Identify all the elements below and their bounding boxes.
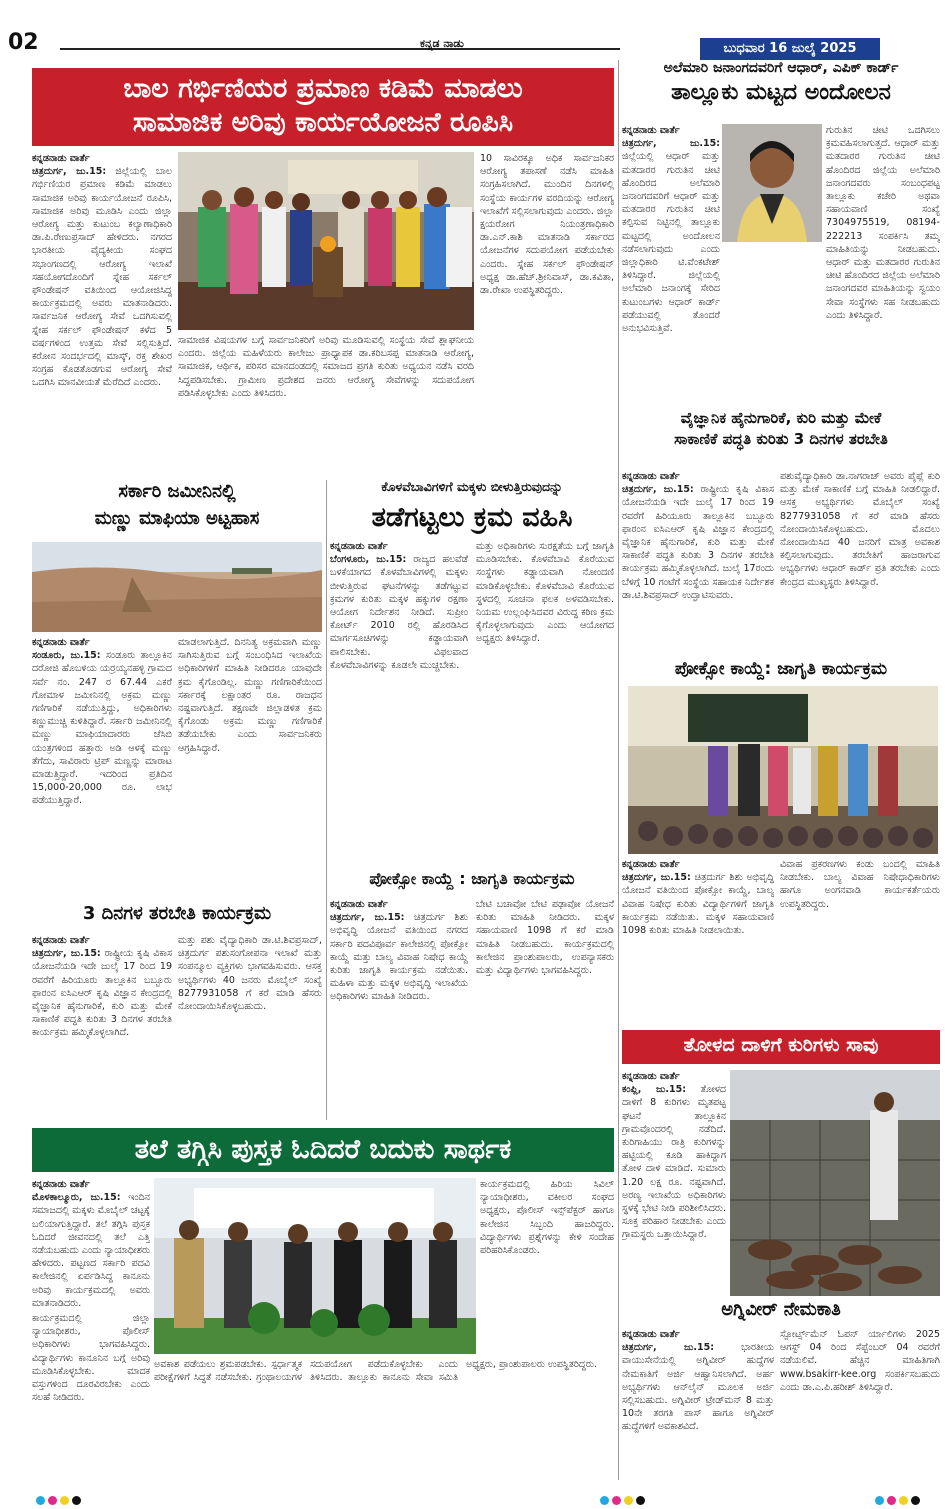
- story9-place: ಮೊಳಕಾಲ್ಮೂರು, ಜು.15:: [32, 1192, 121, 1204]
- story8-place: ಚಿತ್ರದುರ್ಗ, ಜು.15:: [622, 872, 691, 884]
- page-number: 02: [8, 30, 39, 55]
- story3-title-line1: ವೈಜ್ಞಾನಿಕ ಹೈನುಗಾರಿಕೆ, ಕುರಿ ಮತ್ತು ಮೇಕೆ: [680, 409, 882, 427]
- story8-col1: [622, 858, 774, 1028]
- story7-col1-text: ಚಿತ್ರದುರ್ಗ ಶಿಶು ಅಭಿವೃದ್ಧಿ ಯೋಜನೆ ವತಿಯಿಂದ ನಗರದ ಸರ್ಕಾರಿ ಪದವಿಪೂರ್ವ ಕಾಲೇಜಿನಲ್ಲಿ ಪೋಕ್ಸೋ ಕಾಯ್ದೆ ಮತ್ತು ಬಾಲ್ಯ ವಿವಾಹ ನಿಷೇಧ ಕಾಯ್ದೆ ಕುರಿತು ಜಾಗೃತಿ ಕಾರ್ಯಕ್ರಮ ನಡೆಯಿತು. ಮಹಿಳಾ ಮತ್ತು ಮಕ್ಕಳ ಅಭಿವೃದ್ಧಿ ಇಲಾಖೆಯ ಅಧಿಕಾರಿಗಳು ಮಾಹಿತಿ ನೀಡಿದರು.: [330, 912, 468, 1003]
- story2-col1: [622, 124, 720, 408]
- story9-col1: [32, 1178, 150, 1308]
- story1-col1: [32, 152, 172, 472]
- story2-portrait: [722, 124, 822, 242]
- story6-col2: [178, 934, 322, 1120]
- story9-col2: [32, 1312, 150, 1472]
- story5-headline: ತಡೆಗಟ್ಟಲು ಕ್ರಮ ವಹಿಸಿ: [371, 502, 573, 533]
- story2-col2: [826, 124, 940, 408]
- story8-col1-text: ಚಿತ್ರದುರ್ಗ ಶಿಶು ಅಭಿವೃದ್ಧಿ ಯೋಜನೆ ವತಿಯಿಂದ ಪೋಕ್ಸೋ ಕಾಯ್ದೆ, ಬಾಲ್ಯ ವಿವಾಹ ನಿಷೇಧ ಕುರಿತು ವಿದ್ಯಾರ್ಥಿಗಳಿಗೆ ಜಾಗೃತಿ ಕಾರ್ಯಕ್ರಮ ನಡೆಯಿತು. ಮಕ್ಕಳ ಸಹಾಯವಾಣಿ 1098 ಕುರಿತು ಮಾಹಿತಿ ನೀಡಲಾಯಿತು.: [622, 872, 774, 937]
- story5-dateline: ಕನ್ನಡನಾಡು ವಾರ್ತೆ: [330, 541, 388, 552]
- story1-headline: [32, 68, 614, 146]
- story2-col1-text: ಜಿಲ್ಲೆಯಲ್ಲಿ ಆಧಾರ್ ಮತ್ತು ಮತದಾರರ ಗುರುತಿನ ಚೀಟಿ ಹೊಂದಿರದ ಅಲೆಮಾರಿ ಜನಾಂಗದವರಿಗೆ ಆಧಾರ್ ಮತ್ತು ಮತದಾರರ ಗುರುತಿನ ಚೀಟಿ ಕಲ್ಪಿಸುವ ನಿಟ್ಟಿನಲ್ಲಿ ತಾಲ್ಲೂಕು ಮಟ್ಟದಲ್ಲಿ ಅಂದೋಲನ ನಡೆಸಲಾಗುವುದು ಎಂದು ಜಿಲ್ಲಾಧಿಕಾರಿ ಟಿ.ವೆಂಕಟೇಶ್ ತಿಳಿಸಿದ್ದಾರೆ. ಜಿಲ್ಲೆಯಲ್ಲಿ ಅಲೆಮಾರಿ ಜನಾಂಗಕ್ಕೆ ಸೇರಿದ ಕುಟುಂಬಗಳು ಆಧಾರ್ ಕಾರ್ಡ್ ಪಡೆಯುವಲ್ಲಿ ತೊಂದರೆ ಅನುಭವಿಸುತ್ತಿವೆ.: [622, 151, 720, 335]
- story4-place: ಸಂಡೂರು, ಜು.15:: [32, 650, 101, 662]
- story1-col2-text: ಸಾಮಾಜಿಕ ವಿಷಯಗಳ ಬಗ್ಗೆ ಸಾರ್ವಜನಿಕರಿಗೆ ಅರಿವು ಮೂಡಿಸುವಲ್ಲಿ ಸಂಸ್ಥೆಯ ಸೇವೆ ಶ್ಲಾಘನೀಯ ಎಂದರು. ಜಿಲ್ಲೆಯ ಮಹಿಳೆಯರು ಕಾಲೇಜು ಪ್ರಾಧ್ಯಾಪಕ ಡಾ.ಕರಿಬಸಪ್ಪ ಮಾತನಾಡಿ ಆರೋಗ್ಯ, ಸಾಮಾಜಿಕ, ಆರ್ಥಿಕ, ಪರಿಸರ ಮಾನದಂಡದಲ್ಲಿ ಸಮಾಜದ ಪ್ರಗತಿ ಕುರಿತು ಅಧ್ಯಯನ ನಡೆಸಿ ವರದಿ ಸಿದ್ಧಪಡಿಸಬೇಕು. ಗ್ರಾಮೀಣ ಪ್ರದೇಶದ ಜನರು ಆರೋಗ್ಯ ಸೇವೆಗಳನ್ನು ಸದುಪಯೋಗ ಪಡಿಸಿಕೊಳ್ಳಬೇಕು ಎಂದು ತಿಳಿಸಿದರು.: [178, 335, 474, 399]
- story8-col2: [780, 858, 940, 1028]
- story4-title-line2: ಮಣ್ಣು ಮಾಫಿಯಾ ಅಟ್ಟಹಾಸ: [94, 507, 260, 529]
- story11-col2: [780, 1328, 940, 1478]
- column-divider: [618, 60, 619, 1480]
- registration-marks-left: [36, 1490, 84, 1509]
- story2-col2-text: ಗುರುತಿನ ಚೀಟಿ ಒದಗಿಸಲು ಕ್ರಮವಹಿಸಲಾಗುತ್ತದೆ. ಆಧಾರ್ ಮತ್ತು ಮತದಾರರ ಗುರುತಿನ ಚೀಟಿ ಹೊಂದಿರದ ಜಿಲ್ಲೆಯ ಅಲೆಮಾರಿ ಜನಾಂಗದವರು ಸಂಬಂಧಪಟ್ಟ ತಾಲ್ಲೂಕು ಕಚೇರಿ ಅಥವಾ ಸಹಾಯವಾಣಿ ಸಂಖ್ಯೆ 7304975519, 08194-222213 ಸಂಪರ್ಕಿಸಿ ತಮ್ಮ ಮಾಹಿತಿಯನ್ನು ನೀಡಬಹುದು. ಆಧಾರ್ ಮತ್ತು ಮತದಾರರ ಗುರುತಿನ ಚೀಟಿ ಹೊಂದಿರದ ಜಿಲ್ಲೆಯ ಅಲೆಮಾರಿ ಜನಾಂಗದವರ ಮಾಹಿತಿಯನ್ನು ಸ್ವಯಂ ಸೇವಾ ಸಂಸ್ಥೆಗಳು ಸಹ ನೀಡಬಹುದು ಎಂದು ತಿಳಿಸಿದ್ದಾರೆ.: [826, 125, 940, 321]
- story9-headline: ತಲೆ ತಗ್ಗಿಸಿ ಪುಸ್ತಕ ಓದಿದರೆ ಬದುಕು ಸಾರ್ಥಕ: [32, 1128, 614, 1172]
- story4-col2: [178, 636, 322, 892]
- story3-col1-text: ರಾಷ್ಟ್ರೀಯ ಕೃಷಿ ವಿಕಾಸ ಯೋಜನೆಯಡಿ ಇದೇ ಜುಲೈ 17 ರಿಂದ 19 ರವರೆಗೆ ಹಿರಿಯೂರು ತಾಲ್ಲೂಕಿನ ಬಬ್ಬೂರು ಫಾರಂನ ಐಸಿಎಆರ್ ಕೃಷಿ ವಿಜ್ಞಾನ ಕೇಂದ್ರದಲ್ಲಿ ವೈಜ್ಞಾನಿಕ ಹೈನುಗಾರಿಕೆ, ಕುರಿ ಮತ್ತು ಮೇಕೆ ಸಾಕಾಣಿಕೆ ಪದ್ಧತಿ ಕುರಿತು 3 ದಿನಗಳ ತರಬೇತಿ ಕಾರ್ಯಕ್ರಮ ಹಮ್ಮಿಕೊಳ್ಳಲಾಗಿದೆ. ಜುಲೈ 17ರಂದು ಬೆಳಿಗ್ಗೆ 10 ಗಂಟೆಗೆ ಸಂಸ್ಥೆಯ ಸಹಾಯಕ ನಿರ್ದೇಶಕ ಡಾ.ಟಿ.ಶಿವಪ್ರಸಾದ್ ಉದ್ಘಾಟಿಸುವರು.: [622, 484, 774, 601]
- story9-col2-text: ಕಾರ್ಯಕ್ರಮದಲ್ಲಿ ಜಿಲ್ಲಾ ನ್ಯಾಯಾಧೀಶರು, ಪೊಲೀಸ್ ಅಧಿಕಾರಿಗಳು ಭಾಗವಹಿಸಿದ್ದರು. ವಿದ್ಯಾರ್ಥಿಗಳು ಕಾನೂನಿನ ಬಗ್ಗೆ ಅರಿವು ಮೂಡಿಸಿಕೊಳ್ಳಬೇಕು. ಮಾದಕ ವಸ್ತುಗಳಿಂದ ದೂರವಿರಬೇಕು ಎಂದು ಸಲಹೆ ನೀಡಿದರು.: [32, 1313, 150, 1404]
- story2-title-line2: ತಾಲ್ಲೂಕು ಮಟ್ಟದ ಅಂದೋಲನ: [671, 80, 891, 106]
- story1-dateline: ಕನ್ನಡನಾಡು ವಾರ್ತೆ: [32, 153, 90, 164]
- story8-dateline: ಕನ್ನಡನಾಡು ವಾರ್ತೆ: [622, 859, 680, 870]
- story7-col1: [330, 898, 468, 1120]
- story8-photo: [628, 686, 938, 854]
- story4-col1-text: ಸಂಡೂರು ತಾಲ್ಲೂಕಿನ ದರೋಜಿ ಹೊಬಳಿಯ ಯರ್ರಯ್ಯನಹಳ್ಳಿ ಗ್ರಾಮದ ಸರ್ವೆ ನಂ. 247 ರ 67.44 ಎಕರೆ ಗೋಮಾಳ ಜಮೀನಿನಲ್ಲಿ ಅಕ್ರಮ ಮಣ್ಣು ಗಣಿಗಾರಿಕೆ ನಡೆಯುತ್ತಿದ್ದು, ಅಧಿಕಾರಿಗಳು ಕಣ್ಣುಮುಚ್ಚಿ ಕುಳಿತಿದ್ದಾರೆ. ಸರ್ಕಾರಿ ಜಮೀನಿನಲ್ಲಿ ಮಣ್ಣು ಮಾಫಿಯಾದಾರರು ಜೆಸಿಬಿ ಯಂತ್ರಗಳಿಂದ ಹತ್ತಾರು ಅಡಿ ಆಳಕ್ಕೆ ಮಣ್ಣು ತೆಗೆದು, ಸಾವಿರಾರು ಟ್ರಿಪ್ ಮಣ್ಣನ್ನು ಮಾರಾಟ ಮಾಡುತ್ತಿದ್ದಾರೆ. ಇದರಿಂದ ಪ್ರತಿದಿನ 15,000-20,000 ರೂ. ಲಾಭ ಪಡೆಯುತ್ತಿದ್ದಾರೆ.: [32, 650, 172, 807]
- story7-col2: [476, 898, 614, 1120]
- header-date: ಬುಧವಾರ 16 ಜುಲೈ 2025: [700, 38, 880, 60]
- story2-title-line1: ಅಲೆಮಾರಿ ಜನಾಂಗದವರಿಗೆ ಆಧಾರ್, ಎಪಿಕ್ ಕಾರ್ಡ್: [663, 60, 899, 76]
- story9-photo: [154, 1178, 476, 1354]
- story9-col4: [480, 1178, 614, 1354]
- story7-headline: ಪೋಕ್ಸೋ ಕಾಯ್ದೆ : ಜಾಗೃತಿ ಕಾರ್ಯಕ್ರಮ: [369, 869, 575, 888]
- story9-col4-text: ಕಾರ್ಯಕ್ರಮದಲ್ಲಿ ಹಿರಿಯ ಸಿವಿಲ್ ನ್ಯಾಯಾಧೀಶರು, ವಕೀಲರ ಸಂಘದ ಅಧ್ಯಕ್ಷರು, ಪೊಲೀಸ್ ಇನ್ಸ್‌ಪೆಕ್ಟರ್ ಹಾಗೂ ಕಾಲೇಜಿನ ಸಿಬ್ಬಂದಿ ಹಾಜರಿದ್ದರು. ವಿದ್ಯಾರ್ಥಿಗಳು ಪ್ರಶ್ನೆಗಳನ್ನು ಕೇಳಿ ಸಂದೇಹ ಪರಿಹರಿಸಿಕೊಂಡರು.: [480, 1179, 614, 1257]
- story6-col1-text: ರಾಷ್ಟ್ರೀಯ ಕೃಷಿ ವಿಕಾಸ ಯೋಜನೆಯಡಿ ಇದೇ ಜುಲೈ 17 ರಿಂದ 19 ರವರೆಗೆ ಹಿರಿಯೂರು ತಾಲ್ಲೂಕಿನ ಬಬ್ಬೂರು ಫಾರಂನ ಐಸಿಎಆರ್ ಕೃಷಿ ವಿಜ್ಞಾನ ಕೇಂದ್ರದಲ್ಲಿ ವೈಜ್ಞಾನಿಕ ಹೈನುಗಾರಿಕೆ, ಕುರಿ ಮತ್ತು ಮೇಕೆ ಸಾಕಾಣಿಕೆ ಪದ್ಧತಿ ಕುರಿತು 3 ದಿನಗಳ ತರಬೇತಿ ಕಾರ್ಯಕ್ರಮ ಹಮ್ಮಿಕೊಳ್ಳಲಾಗಿದೆ.: [32, 948, 172, 1039]
- story1-title-line1: ಬಾಲ ಗರ್ಭಿಣಿಯರ ಪ್ರಮಾಣ ಕಡಿಮೆ ಮಾಡಲು: [123, 73, 523, 104]
- story9-dateline: ಕನ್ನಡನಾಡು ವಾರ್ತೆ: [32, 1179, 90, 1190]
- masthead: ಕನ್ನಡ ನಾಡು: [420, 37, 464, 50]
- story3-title-line2: ಸಾಕಾಣಿಕೆ ಪದ್ಧತಿ ಕುರಿತು 3 ದಿನಗಳ ತರಬೇತಿ: [674, 430, 888, 449]
- story3-col1: [622, 470, 774, 654]
- story4-photo: [32, 542, 322, 632]
- story8-headline: ಪೋಕ್ಸೋ ಕಾಯ್ದೆ: ಜಾಗೃತಿ ಕಾರ್ಯಕ್ರಮ: [674, 659, 888, 679]
- story4-col2-text: ಮಾಡಲಾಗುತ್ತಿದೆ. ದಿನನಿತ್ಯ ಅಕ್ರಮವಾಗಿ ಮಣ್ಣು ಸಾಗಿಸುತ್ತಿರುವ ಬಗ್ಗೆ ಸಂಬಂಧಿಸಿದ ಇಲಾಖೆಯ ಅಧಿಕಾರಿಗಳಿಗೆ ಮಾಹಿತಿ ನೀಡಿದರೂ ಯಾವುದೇ ಕ್ರಮ ಕೈಗೊಂಡಿಲ್ಲ. ಮಣ್ಣು ಗಣಿಗಾರಿಕೆಯಿಂದ ಸರ್ಕಾರಕ್ಕೆ ಲಕ್ಷಾಂತರ ರೂ. ರಾಜಧನ ನಷ್ಟವಾಗುತ್ತಿದೆ. ತಕ್ಷಣವೇ ಜಿಲ್ಲಾಡಳಿತ ಕ್ರಮ ಕೈಗೊಂಡು ಅಕ್ರಮ ಮಣ್ಣು ಗಣಿಗಾರಿಕೆ ತಡೆಯಬೇಕು ಎಂದು ಸಾರ್ವಜನಿಕರು ಆಗ್ರಹಿಸಿದ್ದಾರೆ.: [178, 637, 322, 754]
- registration-marks-center: [600, 1490, 648, 1509]
- story2-headline: [622, 60, 940, 122]
- story4-title-line1: ಸರ್ಕಾರಿ ಜಮೀನಿನಲ್ಲಿ: [118, 481, 236, 502]
- story5-kicker: ಕೊಳವೆಬಾವಿಗಳಿಗೆ ಮಕ್ಕಳು ಬೀಳುತ್ತಿರುವುದನ್ನು: [381, 479, 563, 494]
- story11-headline: ಅಗ್ನಿವೀರ್ ನೇಮಕಾತಿ: [721, 1299, 841, 1320]
- column-divider: [326, 480, 327, 1120]
- story2-dateline: ಕನ್ನಡನಾಡು ವಾರ್ತೆ: [622, 125, 680, 136]
- story11-col1: [622, 1328, 774, 1478]
- story1-col3: [480, 152, 614, 474]
- story4-col1: [32, 636, 172, 892]
- story6-dateline: ಕನ್ನಡನಾಡು ವಾರ್ತೆ: [32, 935, 90, 946]
- story3-place: ಚಿತ್ರದುರ್ಗ, ಜು.15:: [622, 484, 694, 496]
- story10-dateline: ಕನ್ನಡನಾಡು ವಾರ್ತೆ: [622, 1071, 680, 1082]
- story5-col2: [476, 540, 614, 860]
- story5-col2-text: ಮತ್ತು ಅಧಿಕಾರಿಗಳು ಸುರಕ್ಷತೆಯ ಬಗ್ಗೆ ಜಾಗೃತಿ ಮೂಡಿಸಬೇಕು. ಕೊಳವೆಬಾವಿ ಕೊರೆಯುವ ಸಂಸ್ಥೆಗಳು ಕಡ್ಡಾಯವಾಗಿ ನೋಂದಣಿ ಮಾಡಿಕೊಳ್ಳಬೇಕು. ಕೊಳವೆಬಾವಿ ಕೊರೆಯುವ ಸ್ಥಳದಲ್ಲಿ ಸೂಚನಾ ಫಲಕ ಅಳವಡಿಸಬೇಕು. ನಿಯಮ ಉಲ್ಲಂಘಿಸಿದವರ ವಿರುದ್ಧ ಕಠಿಣ ಕ್ರಮ ಕೈಗೊಳ್ಳಲಾಗುವುದು ಎಂದು ಆಯೋಗದ ಅಧ್ಯಕ್ಷರು ತಿಳಿಸಿದ್ದಾರೆ.: [476, 541, 614, 645]
- story10-place: ಕಂಪ್ಲಿ, ಜು.15:: [622, 1084, 687, 1096]
- story3-dateline: ಕನ್ನಡನಾಡು ವಾರ್ತೆ: [622, 471, 680, 482]
- story1-col3-text: 10 ಸಾವಿರಕ್ಕೂ ಅಧಿಕ ಸಾರ್ವಜನಿಕರ ಆರೋಗ್ಯ ತಪಾಸಣೆ ನಡೆಸಿ ಮಾಹಿತಿ ಸಂಗ್ರಹಿಸಲಾಗಿದೆ. ಮುಂದಿನ ದಿನಗಳಲ್ಲಿ ಸಂಸ್ಥೆಯ ಕಾರ್ಯಗಳ ವರದಿಯನ್ನು ಆರೋಗ್ಯ ಇಲಾಖೆಗೆ ಸಲ್ಲಿಸಲಾಗುವುದು ಎಂದರು. ಜಿಲ್ಲಾ ಕ್ಷಯರೋಗ ನಿಯಂತ್ರಣಾಧಿಕಾರಿ ಡಾ.ಎನ್.ಕಾಶಿ ಮಾತನಾಡಿ ಸರ್ಕಾರದ ಯೋಜನೆಗಳ ಸದುಪಯೋಗ ಪಡೆಯಬೇಕು ಎಂದರು. ಸ್ನೇಹ ಸರ್ಕಲ್ ಫೌಂಡೇಷನ್ ಅಧ್ಯಕ್ಷ ಡಾ.ಹೆಚ್.ಶ್ರೀನಿವಾಸ್, ಡಾ.ಕವಿತಾ, ಡಾ.ರೇಖಾ ಉಪಸ್ಥಿತರಿದ್ದರು.: [480, 153, 614, 297]
- story1-title-line2: ಸಾಮಾಜಿಕ ಅರಿವು ಕಾರ್ಯಯೋಜನೆ ರೂಪಿಸಿ: [132, 106, 514, 138]
- header-rule: [60, 48, 620, 50]
- story6-col2-text: ಮತ್ತು ಪಶು ವೈದ್ಯಾಧಿಕಾರಿ ಡಾ.ಟಿ.ಶಿವಪ್ರಸಾದ್, ಚಿತ್ರದುರ್ಗ ಪಶುಸಂಗೋಪನಾ ಇಲಾಖೆ ಮತ್ತು ಸಂಪನ್ಮೂಲ ವ್ಯಕ್ತಿಗಳು ಭಾಗವಹಿಸುವರು. ಆಸಕ್ತ ಅಭ್ಯರ್ಥಿಗಳು 40 ಜನರು ಮೊಬೈಲ್ ಸಂಖ್ಯೆ 8277931058 ಗೆ ಕರೆ ಮಾಡಿ ಹೆಸರು ನೋಂದಾಯಿಸಿಕೊಳ್ಳಬಹುದು.: [178, 935, 322, 1013]
- story6-headline: 3 ದಿನಗಳ ತರಬೇತಿ ಕಾರ್ಯಕ್ರಮ: [82, 903, 272, 924]
- story11-col2-text: ಸ್ಪೋರ್ಟ್ಸ್‌ಮೆನ್ ಓಪನ್ ರ್ಯಾಲಿಗಳು 2025 ಆಗಸ್ಟ್ 04 ರಿಂದ ಸೆಪ್ಟೆಂಬರ್ 04 ರವರೆಗೆ ನಡೆಯಲಿವೆ. ಹೆಚ್ಚಿನ ಮಾಹಿತಿಗಾಗಿ www.bsakirr-kee.org ಸಂಪರ್ಕಿಸಬಹುದು ಎಂದು ಡಾ.ಎ.ಪಿ.ಹರೀಶ್ ತಿಳಿಸಿದ್ದಾರೆ.: [780, 1329, 940, 1393]
- story9-col3: [154, 1358, 614, 1472]
- story5-col1: [330, 540, 468, 860]
- story3-col2: [780, 470, 940, 654]
- story6-col1: [32, 934, 172, 1120]
- registration-marks-right: [875, 1490, 923, 1509]
- story9-col1-text: ಇಂದಿನ ಸಮಾಜದಲ್ಲಿ ಮಕ್ಕಳು ಮೊಬೈಲ್ ಚಟ್ಟಕ್ಕೆ ಬಲಿಯಾಗುತ್ತಿದ್ದಾರೆ. ತಲೆ ತಗ್ಗಿಸಿ ಪುಸ್ತಕ ಓದಿದರೆ ಜೀವನದಲ್ಲಿ ತಲೆ ಎತ್ತಿ ನಡೆಯಬಹುದು ಎಂದು ನ್ಯಾಯಾಧೀಶರು ಹೇಳಿದರು. ಪಟ್ಟಣದ ಸರ್ಕಾರಿ ಪದವಿ ಕಾಲೇಜಿನಲ್ಲಿ ಏರ್ಪಡಿಸಿದ್ದ ಕಾನೂನು ಅರಿವು ಕಾರ್ಯಕ್ರಮದಲ್ಲಿ ಅವರು ಮಾತನಾಡಿದರು.: [32, 1192, 150, 1308]
- story10-headline: ತೋಳದ ದಾಳಿಗೆ ಕುರಿಗಳು ಸಾವು: [622, 1030, 940, 1064]
- story10-col1: [622, 1070, 726, 1296]
- story8-col2-text: ವಿವಾಹ ಪ್ರಕರಣಗಳು ಕಂಡು ಬಂದಲ್ಲಿ ಮಾಹಿತಿ ನೀಡಬೇಕು. ಬಾಲ್ಯ ವಿವಾಹ ನಿಷೇಧಾಧಿಕಾರಿಗಳು ಹಾಗೂ ಅಂಗನವಾಡಿ ಕಾರ್ಯಕರ್ತೆಯರು ಉಪಸ್ಥಿತರಿದ್ದರು.: [780, 859, 940, 910]
- story11-place: ಚಿತ್ರದುರ್ಗ, ಜು.15:: [622, 1342, 715, 1354]
- story1-place: ಚಿತ್ರದುರ್ಗ, ಜು.15:: [32, 166, 107, 178]
- story2-place: ಚಿತ್ರದುರ್ಗ, ಜು.15:: [622, 138, 720, 150]
- story1-col1-text: ಜಿಲ್ಲೆಯಲ್ಲಿ ಬಾಲ ಗರ್ಭಿಣಿಯರ ಪ್ರಮಾಣ ಕಡಿಮೆ ಮಾಡಲು ಸಾಮಾಜಿಕ ಅರಿವು ಕಾರ್ಯಯೋಜನೆ ರೂಪಿಸಿ, ಸಾಮಾಜಿಕ ಅರಿವು ಮೂಡಿಸಿ ಎಂದು ಜಿಲ್ಲಾ ಆರೋಗ್ಯ ಮತ್ತು ಕುಟುಂಬ ಕಲ್ಯಾಣಾಧಿಕಾರಿ ಡಾ.ಪಿ.ರೇಣುಪ್ರಸಾದ್ ಹೇಳಿದರು. ನಗರದ ಭಾರತೀಯ ವೈದ್ಯಕೀಯ ಸಂಘದ ಸಭಾಂಗಣದಲ್ಲಿ ಆರೋಗ್ಯ ಇಲಾಖೆ ಸಹಯೋಗದೊಂದಿಗೆ ಸ್ನೇಹ ಸರ್ಕಲ್ ಫೌಂಡೇಷನ್ ವತಿಯಿಂದ ಆಯೋಜಿಸಿದ್ದ ಕಾರ್ಯಕ್ರಮದಲ್ಲಿ ಅವರು ಮಾತನಾಡಿದರು. ಸಾರ್ವಜನಿಕ ಆರೋಗ್ಯ ಸೇವೆ ಒದಗಿಸುವಲ್ಲಿ ಸ್ನೇಹ ಸರ್ಕಲ್ ಫೌಂಡೇಷನ್ ಕಳೆದ 5 ವರ್ಷಗಳಿಂದ ಉತ್ತಮ ಸೇವೆ ಸಲ್ಲಿಸುತ್ತಿದೆ. ಕರೋನ ಸಂದರ್ಭದಲ್ಲಿ ಮಾಸ್ಕ್, ರಕ್ತ ಶೇಖರ ಸಂಗ್ರಹ ಕೊಡತೊಡಗುವ ಆರೋಗ್ಯ ಸೇವೆ ಒದಗಿಸಿ ಮಾನವೀಯತೆ ಮೆರೆದಿದೆ ಎಂದರು.: [32, 166, 172, 389]
- story1-col2: [178, 334, 474, 474]
- story11-dateline: ಕನ್ನಡನಾಡು ವಾರ್ತೆ: [622, 1329, 680, 1340]
- story3-headline: [622, 410, 940, 468]
- story4-headline: [32, 482, 322, 538]
- story11-col1-text: ಭಾರತೀಯ ವಾಯುಸೇನೆಯಲ್ಲಿ ಅಗ್ನಿವೀರ್ ಹುದ್ದೆಗಳ ನೇಮಕಾತಿಗೆ ಅರ್ಜಿ ಆಹ್ವಾನಿಸಲಾಗಿದೆ. ಅರ್ಹ ಅಭ್ಯರ್ಥಿಗಳು ಆನ್‌ಲೈನ್ ಮೂಲಕ ಅರ್ಜಿ ಸಲ್ಲಿಸಬಹುದು. ಅಗ್ನಿವೀರ್ ಟ್ರೇಡ್‌ಮನ್ 8 ಮತ್ತು 10ನೇ ತರಗತಿ ಪಾಸ್ ಹಾಗೂ ಅಗ್ನಿವೀರ್ ಹುದ್ದೆಗಳಿಗೆ ಅವಕಾಶವಿದೆ.: [622, 1342, 774, 1433]
- story4-dateline: ಕನ್ನಡನಾಡು ವಾರ್ತೆ: [32, 637, 90, 648]
- story5-col1-text: ರಾಜ್ಯದ ಹಲವೆಡೆ ಬಳಕೆಯಾಗದ ಕೊಳವೆಬಾವಿಗಳಲ್ಲಿ ಮಕ್ಕಳು ಬೀಳುತ್ತಿರುವ ಘಟನೆಗಳನ್ನು ತಡೆಗಟ್ಟುವ ಕ್ರಮಗಳ ಕುರಿತು ಮಕ್ಕಳ ಹಕ್ಕುಗಳ ರಕ್ಷಣಾ ಆಯೋಗ ನಿರ್ದೇಶನ ನೀಡಿದೆ. ಸುಪ್ರೀಂ ಕೋರ್ಟ್ 2010 ರಲ್ಲಿ ಹೊರಡಿಸಿದ ಮಾರ್ಗಸೂಚಿಗಳನ್ನು ಕಡ್ಡಾಯವಾಗಿ ಪಾಲಿಸಬೇಕು. ವಿಫಲವಾದ ಕೊಳವೆಬಾವಿಗಳನ್ನು ಕೂಡಲೇ ಮುಚ್ಚಬೇಕು.: [330, 554, 468, 671]
- story1-photo: [178, 152, 474, 330]
- story10-photo: [730, 1070, 940, 1296]
- story7-place: ಚಿತ್ರದುರ್ಗ, ಜು.15:: [330, 912, 405, 924]
- story10-col1-text: ತೋಳದ ದಾಳಿಗೆ 8 ಕುರಿಗಳು ಮೃತಪಟ್ಟ ಘಟನೆ ತಾಲ್ಲೂಕಿನ ಗ್ರಾಮವೊಂದರಲ್ಲಿ ನಡೆದಿದೆ. ಕುರಿಗಾಹಿಯು ರಾತ್ರಿ ಕುರಿಗಳನ್ನು ಹಟ್ಟಿಯಲ್ಲಿ ಕೂಡಿ ಹಾಕಿದ್ದಾಗ ತೋಳ ದಾಳಿ ಮಾಡಿದೆ. ಸುಮಾರು 1.20 ಲಕ್ಷ ರೂ. ನಷ್ಟವಾಗಿದೆ. ಅರಣ್ಯ ಇಲಾಖೆಯ ಅಧಿಕಾರಿಗಳು ಸ್ಥಳಕ್ಕೆ ಭೇಟಿ ನೀಡಿ ಪರಿಶೀಲಿಸಿದರು. ಸೂಕ್ತ ಪರಿಹಾರ ನೀಡಬೇಕು ಎಂದು ಗ್ರಾಮಸ್ಥರು ಒತ್ತಾಯಿಸಿದ್ದಾರೆ.: [622, 1084, 726, 1241]
- story7-dateline: ಕನ್ನಡನಾಡು ವಾರ್ತೆ: [330, 899, 388, 910]
- story5-place: ಬೆಂಗಳೂರು, ಜು.15:: [330, 554, 407, 566]
- story3-col2-text: ಪಶುವೈದ್ಯಾಧಿಕಾರಿ ಡಾ.ನಾಗರಾಜ್ ಅವರು ಪೈಪ್ಲೆ ಕುರಿ ಮತ್ತು ಮೇಕೆ ಸಾಕಾಣಿಕೆ ಬಗ್ಗೆ ಮಾಹಿತಿ ನೀಡಲಿದ್ದಾರೆ. ಆಸಕ್ತ ಅಭ್ಯರ್ಥಿಗಳು ಮೊಬೈಲ್ ಸಂಖ್ಯೆ 8277931058 ಗೆ ಕರೆ ಮಾಡಿ ಹೆಸರು ನೋಂದಾಯಿಸಿಕೊಳ್ಳಬಹುದು. ಮೊದಲು ನೋಂದಾಯಿಸಿದ 40 ಜನರಿಗೆ ಮಾತ್ರ ಅವಕಾಶ ಕಲ್ಪಿಸಲಾಗುವುದು. ತರಬೇತಿಗೆ ಹಾಜರಾಗುವ ಅಭ್ಯರ್ಥಿಗಳು ಆಧಾರ್ ಕಾರ್ಡ್ ಪ್ರತಿ ತರಬೇಕು ಎಂದು ಕೇಂದ್ರದ ಮುಖ್ಯಸ್ಥರು ತಿಳಿಸಿದ್ದಾರೆ.: [780, 471, 940, 588]
- story9-col3-text: ಅವಕಾಶ ಪಡೆಯಲು ಶ್ರಮಪಡಬೇಕು. ಸ್ಪರ್ಧಾತ್ಮಕ ಪರೀಕ್ಷೆಗಳಿಗೆ ಸಿದ್ಧತೆ ನಡೆಸಬೇಕು. ಗ್ರಂಥಾಲಯಗಳ ಸದುಪಯೋಗ ಪಡೆದುಕೊಳ್ಳಬೇಕು ಎಂದು ತಿಳಿಸಿದರು. ತಾಲ್ಲೂಕು ಕಾನೂನು ಸೇವಾ ಸಮಿತಿ ಅಧ್ಯಕ್ಷರು, ಪ್ರಾಂಶುಪಾಲರು ಉಪಸ್ಥಿತರಿದ್ದರು.: [154, 1359, 597, 1384]
- story7-col2-text: ಬೇಟಿ ಬಚಾವೋ ಬೇಟಿ ಪಢಾವೋ ಯೋಜನೆ ಕುರಿತು ಮಾಹಿತಿ ನೀಡಿದರು. ಮಕ್ಕಳ ಸಹಾಯವಾಣಿ 1098 ಗೆ ಕರೆ ಮಾಡಿ ಮಾಹಿತಿ ನೀಡಬಹುದು. ಕಾರ್ಯಕ್ರಮದಲ್ಲಿ ಕಾಲೇಜಿನ ಪ್ರಾಂಶುಪಾಲರು, ಉಪನ್ಯಾಸಕರು ಮತ್ತು ವಿದ್ಯಾರ್ಥಿಗಳು ಭಾಗವಹಿಸಿದ್ದರು.: [476, 899, 614, 977]
- story6-place: ಚಿತ್ರದುರ್ಗ, ಜು.15:: [32, 948, 101, 960]
